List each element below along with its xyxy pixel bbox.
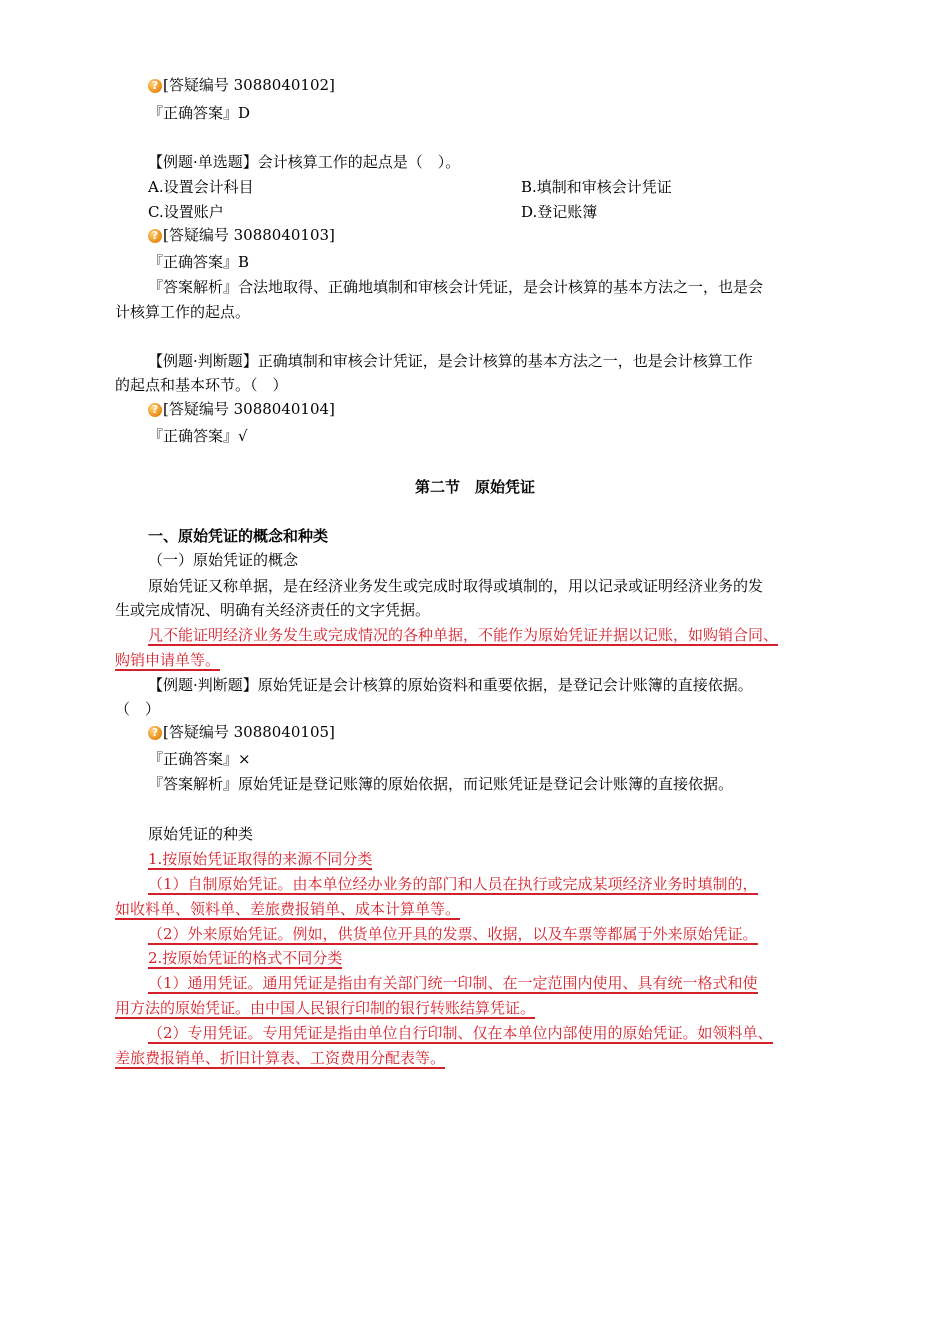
paragraph-cont: 生或完成情况、明确有关经济责任的文字凭据。	[115, 601, 431, 619]
answer-analysis: 『答案解析』合法地取得、正确地填制和审核会计凭证，是会计核算的基本方法之一，也是会	[148, 278, 764, 296]
paragraph-title: 原始凭证的种类	[148, 825, 254, 843]
option-b: B.填制和审核会计凭证	[521, 178, 672, 196]
highlighted-note	[148, 923, 758, 945]
highlighted-note-cont	[115, 1047, 445, 1069]
highlighted-note	[148, 624, 778, 646]
highlighted-text: 用方法的原始凭证。由中国人民银行印制的银行转账结算凭证。	[115, 999, 536, 1017]
highlighted-text: 购销申请单等。	[115, 651, 221, 669]
highlighted-text: 1.按原始凭证取得的来源不同分类	[148, 850, 373, 868]
help-icon[interactable]: ?	[148, 726, 162, 740]
answer-analysis-cont: 计核算工作的起点。	[115, 303, 251, 321]
correct-answer: 『正确答案』√	[148, 427, 248, 445]
highlighted-note	[148, 873, 758, 895]
help-icon[interactable]: ?	[148, 79, 162, 93]
correct-answer: 『正确答案』×	[148, 750, 251, 768]
highlighted-text: 凡不能证明经济业务发生或完成情况的各种单据，不能作为原始凭证并据以记账，如购销合同、	[148, 626, 779, 644]
highlighted-heading	[148, 947, 342, 969]
highlighted-heading	[148, 848, 372, 870]
question-stem: 【例题·判断题】正确填制和审核会计凭证，是会计核算的基本方法之一，也是会计核算工作	[148, 352, 753, 370]
heading: 一、原始凭证的概念和种类	[148, 527, 329, 545]
highlighted-text: 2.按原始凭证的格式不同分类	[148, 949, 343, 967]
question-id-line	[148, 74, 335, 96]
option-row	[148, 176, 848, 198]
highlighted-note-cont	[115, 649, 220, 671]
question-id-line	[148, 224, 335, 246]
question-stem: 【例题·单选题】会计核算工作的起点是（ ）。	[148, 153, 461, 171]
highlighted-note-cont	[115, 898, 460, 920]
question-id-line	[148, 398, 335, 420]
option-d: D.登记账簿	[521, 203, 598, 221]
option-c: C.设置账户	[148, 203, 224, 221]
help-icon[interactable]: ?	[148, 229, 162, 243]
question-stem-cont: 的起点和基本环节。（ ）	[115, 376, 288, 394]
highlighted-text: （1）通用凭证。通用凭证是指由有关部门统一印制、在一定范围内使用、具有统一格式和使	[148, 974, 758, 992]
question-stem-cont: （ ）	[115, 700, 161, 718]
correct-answer: 『正确答案』D	[148, 104, 251, 122]
correct-answer: 『正确答案』B	[148, 253, 250, 271]
question-id: [答疑编号 3088040105]	[163, 723, 335, 741]
subheading: （一）原始凭证的概念	[148, 551, 299, 569]
answer-analysis: 『答案解析』原始凭证是登记账簿的原始依据，而记账凭证是登记会计账簿的直接依据。	[148, 775, 734, 793]
question-stem: 【例题·判断题】原始凭证是会计核算的原始资料和重要依据，是登记会计账簿的直接依据。	[148, 676, 753, 694]
highlighted-note	[148, 1022, 773, 1044]
highlighted-note-cont	[115, 997, 535, 1019]
help-icon[interactable]: ?	[148, 403, 162, 417]
option-row	[148, 201, 848, 223]
highlighted-text: （2）专用凭证。专用凭证是指由单位自行印制、仅在本单位内部使用的原始凭证。如领料单、	[148, 1024, 773, 1042]
question-id: [答疑编号 3088040103]	[163, 226, 335, 244]
highlighted-text: 如收料单、领料单、差旅费报销单、成本计算单等。	[115, 900, 461, 918]
question-id: [答疑编号 3088040104]	[163, 400, 335, 418]
option-a: A.设置会计科目	[148, 178, 254, 196]
paragraph: 原始凭证又称单据，是在经济业务发生或完成时取得或填制的，用以记录或证明经济业务的发	[148, 577, 764, 595]
section-title: 第二节 原始凭证	[414, 478, 535, 496]
highlighted-text: （1）自制原始凭证。由本单位经办业务的部门和人员在执行或完成某项经济业务时填制的，	[148, 875, 758, 893]
highlighted-text: 差旅费报销单、折旧计算表、工资费用分配表等。	[115, 1049, 446, 1067]
question-id: [答疑编号 3088040102]	[163, 76, 335, 94]
highlighted-text: （2）外来原始凭证。例如，供货单位开具的发票、收据，以及车票等都属于外来原始凭证。	[148, 925, 758, 943]
highlighted-note	[148, 972, 758, 994]
question-id-line	[148, 721, 335, 743]
